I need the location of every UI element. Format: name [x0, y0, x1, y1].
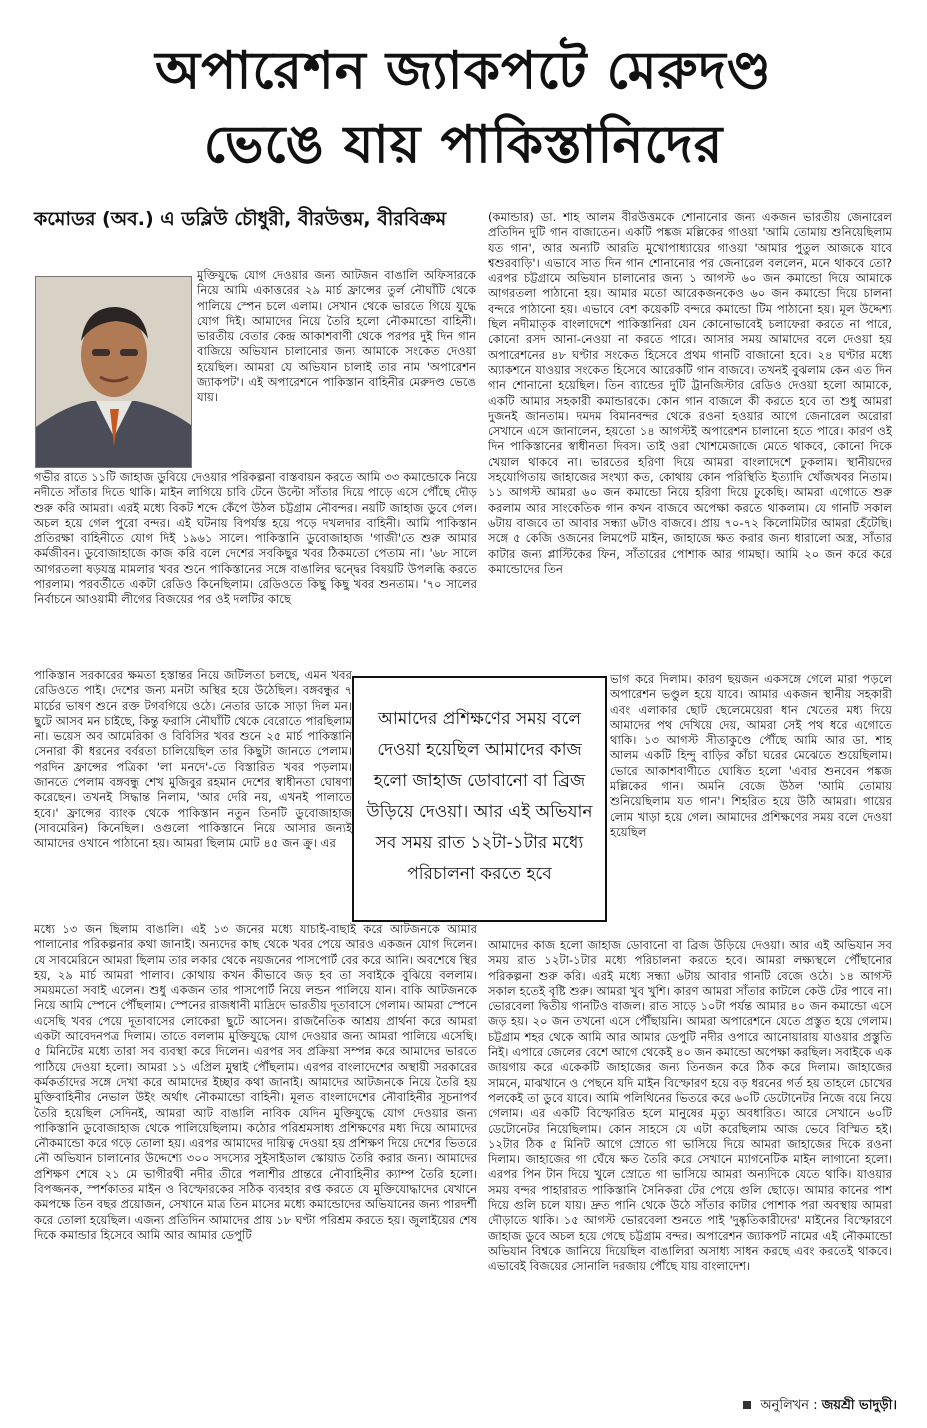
byline: কমোডর (অব.) এ ডব্লিউ চৌধুরী, বীরউত্তম, বীরবিক্রম: [34, 208, 447, 230]
pull-quote: আমাদের প্রশিক্ষণের সময় বলে দেওয়া হয়েছিল আমাদের কাজ হলো জাহাজ ডোবানো বা ব্রিজ উড়িয়ে দেওয়া। আর এই অভিযান সব সময় রাত ১২টা-১টার মধ্যে পরিচালনা করতে হবে: [352, 676, 607, 922]
headline-line-2: ভেঙে যায় পাকিস্তানিদের: [203, 115, 724, 175]
article-column-2-bottom: আমাদের কাজ হলো জাহাজ ডোবানো বা ব্রিজ উড়িয়ে দেওয়া। আর এই অভিযান সব সময় রাত ১২টা-১টার মধ্যে পরিচালনা করতে হবে। আমরা লক্ষ্যস্থলে পৌঁছানোর পরিকল্পনা শুরু করি। এরই মধ্যে সন্ধ্যা ৬টায় আবার গানটি বেজে ওঠে। ১৪ আগস্ট সকাল হতেই বৃষ্টি শুরু। আমরা খুব খুশি। কারণ আমরা সাঁতার কাটলে কেউ টের পাবে না। ভোরবেলা দ্বিতীয় গানটিও বাজল। রাত সাড়ে ১০টা পর্যন্ত আমার ৪০ জন কমান্ডো এসে জড় হয়। ২০ জন তখনো এসে পৌঁছায়নি। আমরা অপারেশনে যেতে প্রস্তুত হয়ে গেলাম। চট্টগ্রাম শহর থেকে আমি আর আমার ডেপুটি নদীর ওপারে আনোয়ারায় যাওয়ার প্রস্তুতি নিই। এপারে জেলের বেশে আগে থেকেই ৪০ জন কমান্ডো অপেক্ষা করছিল। সবাইকে এক জায়গায় করে একেকটি জাহাজের জন্য তিনজন করে ঠিক করে দিলাম। জাহাজের সামনে, মাঝখানে ও পেছনে যদি মাইন বিস্ফোরণ হয়ে বড় ধরনের গর্ত হয় তাহলে চোখের পলকেই তা ডুবে যাবে। আমি পলিথিনের ভিতরে করে ৬০টি ডেটোনেটর নিজে বয়ে নিয়ে গেলাম। এর একটি বিস্ফোরিত হলে মানুষের মৃত্যু অবধারিত। আরে সেখানে ৬০টি ডেটোনেটর নিয়েছিলাম। কোন সাহসে যে এটা করেছিলাম আজ ভেবে বিস্মিত হই। ১২টার ঠিক ৫ মিনিট আগে স্রোতে গা ভাসিয়ে দিয়ে আমরা জাহাজের দিকে রওনা দিলাম। জাহাজের গা ঘেঁষে ক্ষত তৈরি করে সেখানে ম্যাগনেটিক মাইন লাগানো হলো। এরপর পিন টান দিয়ে খুলে স্রোতে গা ভাসিয়ে আমরা অন্যদিকে যেতে থাকি। যাওয়ার সময় বন্দর পাহারারত পাকিস্তানি সৈনিকরা টের পেয়ে গুলি ছোড়ে। আমার কানের পাশ দিয়ে গুলি চলে যায়। দ্রুত পানি থেকে উঠে সাঁতার কাটার পোশাক পরা অবস্থায় আমরা দৌড়াতে থাকি। ১৫ আগস্ট ভোরবেলা শুনতে পাই 'দুষ্কৃতিকারীদের' মাইনের বিস্ফোরণে জাহাজ ডুবে অচল হয়ে গেছে চট্টগ্রাম বন্দর। অপারেশন জ্যাকপট নামের এই নৌকমান্ডো অভিযান বিশ্বকে জানিয়ে দিয়েছিল বাঙালিরা অসাধ্য সাধন করছে এবং করতেই থাকবে। এভাবেই বিজয়ের সোনালি দরজায় পৌঁছে যায় বাংলাদেশ।: [488, 938, 892, 1274]
portrait-image: [36, 277, 191, 467]
article-column-1-side: পাকিস্তান সরকারের ক্ষমতা হস্তান্তর নিয়ে জটিলতা চলছে, এমন খবর রেডিওতে পাই। দেশের জন্য মনটা অস্থির হয়ে উঠেছিল। বঙ্গবন্ধুর ৭ মার্চের ভাষণ শুনে রক্ত টগবগিয়ে ওঠে। নেতার ডাকে সাড়া দিল মন। ছুটে আসব মন চাইছে, কিন্তু ফরাসি নৌঘাঁটি থেকে বেরোতে পারছিলাম না। ভয়েস অব আমেরিকা ও বিবিসির খবর শুনে ২৫ মার্চ পাকিস্তানি সেনারা কী ধরনের বর্বরতা চালিয়েছিল তার কিছুটা জানতে পেলাম। পরদিন ফ্রান্সের পত্রিকা 'লা মনদে'-তে বিস্তারিত খবর পড়লাম। জানতে পেলাম বঙ্গবন্ধু শেখ মুজিবুর রহমান দেশের স্বাধীনতা ঘোষণা করেছেন। তখনই সিদ্ধান্ত নিলাম, 'আর দেরি নয়, এখনই পালাতে হবে।' ফ্রান্সের ব্যাংক থেকে পাকিস্তান নতুন তিনটি ডুবোজাহাজ (সাবমেরিন) কিনেছিল। ওগুলো পাকিস্তানে নিয়ে আসার জন্যই আমাদের ওখানে পাঠানো হয়। আমরা ছিলাম মোট ৪৫ জন ক্রু। এর: [34, 668, 352, 851]
transcription-credit: [743, 1396, 897, 1417]
article-column-1-middle: গভীর রাতে ১১টি জাহাজ ডুবিয়ে দেওয়ার পরিকল্পনা বাস্তবায়ন করতে আমি ৩৩ কমান্ডোকে নিয়ে নদীতে সাঁতার দিতে থাকি। মাইন লাগিয়ে চাবি টেনে উল্টো সাঁতার দিয়ে পাড়ে এসে পৌঁছে দৌড় শুরু করি আমরা। এরই মধ্যে বিকট শব্দে কেঁপে উঠল চট্টগ্রাম নৌবন্দর। নয়টি জাহাজ ডুবে গেল। অচল হয়ে গেল পুরো বন্দর। এই ঘটনায় বিপর্যস্ত হয়ে পড়ে দখলদার বাহিনী। আমি পাকিস্তান প্রতিরক্ষা বাহিনীতে যোগ দিই ১৯৬১ সালে। পাকিস্তানি ডুবোজাহাজ 'গাজী'তে শুরু আমার কর্মজীবন। ডুবোজাহাজে কাজ করি বলে দেশের সবকিছুর খবর ঠিকমতো পেতাম না। '৬৮ সালে আগরতলা ষড়যন্ত্র মামলার খবর শুনে পাকিস্তানের সঙ্গে বাঙালির দ্বন্দ্বের বিষয়টি উপলব্ধি করতে পারলাম। পরবর্তীতে একটা রেডিও কিনেছিলাম। রেডিওতে কিছু কিছু খবর শুনতাম। '৭০ সালের নির্বাচনে আওয়ামী লীগের বিজয়ের পর ওই দলটির কাছে: [34, 470, 477, 607]
headline: [0, 34, 927, 182]
author-photo: [35, 276, 192, 468]
credit-label: অনুলিখন :: [760, 1398, 818, 1413]
article-column-1-bottom: মধ্যে ১৩ জন ছিলাম বাঙালি। এই ১৩ জনের মধ্যে যাচাই-বাছাই করে আটজনকে আমার পালানোর পরিকল্পনার কথা জানাই। অন্যদের কাছ থেকে খবর পেয়ে আরও একজন যোগ দিলেন। যে সাবমেরিনে আমরা ছিলাম তার লকার থেকে নয়জনের পাসপোর্ট বের করে আনি। অবশেষে স্থির হয়, ২৯ মার্চ আমরা পালাব। কোথায় কখন কীভাবে জড় হব তা সবাইকে বুঝিয়ে বললাম। সময়মতো সবাই এলেন। শুধু একজন তার পাসপোর্ট নিয়ে লন্ডন পালিয়ে যান। বাকি আটজনকে নিয়ে আমি স্পেনে পৌঁছলাম। স্পেনের রাজধানী মাদ্রিদে ভারতীয় দূতাবাসে গেলাম। আমরা স্পেনে এসেছি খবর পেয়ে দূতাবাসের লোকেরা ছুটে আসেন। রাজনৈতিক আশ্রয় প্রার্থনা করে আমরা একটা আবেদনপত্র দিলাম। তাতে বললাম মুক্তিযুদ্ধে যোগ দেওয়ার জন্য আমরা পালিয়ে এসেছি। ৫ মিনিটের মধ্যে তারা সব ব্যবস্থা করে দিলেন। এরপর সব প্রক্রিয়া সম্পন্ন করে আমাদের ভারতে পাঠিয়ে দেওয়া হলো। আমরা ১১ এপ্রিল মুম্বাই পৌঁছলাম। এরপর বাংলাদেশের অস্থায়ী সরকারের কর্মকর্তাদের সঙ্গে দেখা করে আমাদের ইচ্ছার কথা জানাই। আমাদের আটজনকে নিয়ে তৈরি হয় মুক্তিবাহিনীর নেভাল উইং অর্থাৎ নৌকমান্ডো বাহিনী। মূলত বাংলাদেশের নৌবাহিনীর সূচনাপর্ব তৈরি হয়েছিল সেদিনই, আমরা আট বাঙালি নাবিক যেদিন মুক্তিযুদ্ধে যোগ দেওয়ার জন্য পাকিস্তানি ডুবোজাহাজ থেকে পালিয়েছিলাম। কঠোর পরিশ্রমসাধ্য প্রশিক্ষণের মধ্য দিয়ে আমাদের নৌকমান্ডো করে গড়ে তোলা হয়। এরপর আমাদের দায়িত্ব দেওয়া হয় প্রশিক্ষণ দিয়ে দেশের ভিতরে নৌ অভিযান চালানোর উদ্দেশ্যে ৩০০ সদস্যের সুইসাইডাল স্কোয়াড তৈরি করার জন্য। আমাদের প্রশিক্ষণ শেষে ২১ মে ভাগীরথী নদীর তীরে পলাশীর প্রান্তরে নৌবাহিনীর ক্যাম্প তৈরি হলো। বিপজ্জনক, স্পর্শকাতর মাইন ও বিস্ফোরকের সঠিক ব্যবহার রপ্ত করতে যে মুক্তিযোদ্ধাদের যেখানে কমপক্ষে তিন বছর প্রয়োজন, সেখানে মাত্র তিন মাসের মধ্যে কমান্ডোদের অভিযানের জন্য পারদর্শী করে তোলা হয়েছিল। এজন্য প্রতিদিন আমাদের প্রায় ১৮ ঘণ্টা পরিশ্রম করতে হয়। জুলাইয়ের শেষ দিকে কমান্ডার হিসেবে আমি আর আমার ডেপুটি: [34, 922, 477, 1242]
square-bullet-icon: [743, 1401, 751, 1409]
article-column-1-top: মুক্তিযুদ্ধে যোগ দেওয়ার জন্য আটজন বাঙালি অফিসারকে নিয়ে আমি একাত্তরের ২৯ মার্চ ফ্রান্সের তুর্ল নৌঘাঁটি থেকে পালিয়ে স্পেন চলে এলাম। সেখান থেকে ভারতে গিয়ে যুদ্ধে যোগ দিই। আমাদের নিয়ে তৈরি হলো নৌকমান্ডো বাহিনী। ভারতীয় বেতার কেন্দ্র আকাশবাণী থেকে পরপর দুই দিন গান বাজিয়ে অভিযান চালানোর জন্য আমাকে সংকেত দেওয়া হয়েছিল। আমরা যে অভিযান চালাই তার নাম 'অপারেশন জ্যাকপট'। এই অপারেশনে পাকিস্তান বাহিনীর মেরুদণ্ড ভেঙে যায়।: [197, 268, 476, 405]
article-column-2-top: (কমান্ডার) ডা. শাহ আলম বীরউত্তমকে শোনানোর জন্য একজন ভারতীয় জেনারেল প্রতিদিন দুটি গান বাজাতেন। একটি পঙ্কজ মল্লিকের গাওয়া 'আমি তোমায় শুনিয়েছিলাম যত গান', আর অন্যটি আরতি মুখোপাধ্যায়ের গাওয়া 'আমার পুতুল আজকে যাবে শ্বশুরবাড়ি'। এভাবে সাত দিন গান শোনানোর পর জেনারেল বললেন, মনে থাকবে তো? এরপর চট্টগ্রামে অভিযান চালানোর জন্য ১ আগস্ট ৬০ জন কমান্ডো দিয়ে আমাকে আগরতলা পাঠানো হয়। আমার মতো আরেকজনকেও ৬০ জন কমান্ডো দিয়ে চালনা বন্দরে পাঠানো হয়। এভাবে বেশ কয়েকটি বন্দরে কমান্ডো টিম পাঠানো হয়। মূল উদ্দেশ্য ছিল নদীমাতৃক বাংলাদেশে পাকিস্তানিরা যেন কোনোভাবেই চলাফেরা করতে না পারে, কোনো রসদ আনা-নেওয়া না করতে পারে। আসার সময় আমাদের বলে দেওয়া হয় অপারেশনের ৪৮ ঘণ্টার সংকেত হিসেবে প্রথম গানটি বাজানো হবে। ২৪ ঘণ্টার মধ্যে অ্যাকশনে যাওয়ার সংকেত হিসেবে আরেকটি গান বাজবে। তখনই বুঝলাম কেন এত দিন গান শোনানো হয়েছিল। তিন ব্যান্ডের দুটি ট্রানজিস্টার রেডিও দেওয়া হলো আমাকে, একটি আমার সহকারী কমান্ডারকে। কোন গান বাজলে কী করতে হবে তা শুধু আমরা দুজনই জানতাম। দমদম বিমানবন্দর থেকে রওনা হওয়ার আগে জেনারেল অরোরা সেখানে এসে জানালেন, হয়তো ১৪ আগস্টই অপারেশন চালানো হতে পারে। কারণ ওই দিন পাকিস্তানের স্বাধীনতা দিবস। তাই ওরা খোশমেজাজে মেতে থাকবে, কোনো দিকে খেয়াল থাকবে না। ভারতের হরিণা দিয়ে আমরা বাংলাদেশে ঢুকলাম। স্থানীয়দের সহযোগিতায় জাহাজের সংখ্যা কত, কোথায় কোন পরিস্থিতি ইত্যাদি খোঁজখবর নিতাম। ১১ আগস্ট আমরা ৬০ জন কমান্ডো নিয়ে হরিণা দিয়ে ঢুকেছি। আমরা এগোতে শুরু করলাম আর সাংকেতিক গান কখন বাজবে অপেক্ষা করতে থাকলাম। যে গানটি সকাল ৬টায় বাজবে তা আবার সন্ধ্যা ৬টাও বাজবে। প্রায় ৭০-৭২ কিলোমিটার আমরা হেঁটেছি। সঙ্গে ৫ কেজি ওজনের লিমপেট মাইন, জাহাজে ক্ষত করার জন্য ধারালো অস্ত্র, সাঁতার কাটার জন্য প্লাস্টিকের ফিন, সাঁতারের পোশাক আর গামছা। আমি ২০ জন করে করে কমান্ডোদের তিন: [488, 210, 892, 576]
credit-name: জয়শ্রী ভাদুড়ী।: [821, 1398, 897, 1413]
headline-line-1: অপারেশন জ্যাকপটে মেরুদণ্ড: [155, 41, 772, 101]
article-column-2-side: ভাগ করে দিলাম। কারণ ছয়জন একসঙ্গে গেলে মারা পড়লে অপারেশন ভণ্ডুল হয়ে যাবে। আমার একজন স্থানীয় সহকারী এবং এলাকার ছোট ছেলেমেয়েরা ধান খেতের মধ্য দিয়ে আমাদের পথ দেখিয়ে দেয়, আমরা সেই পথ ধরে এগোতে থাকি। ১৩ আগস্ট সীতাকুণ্ডে পৌঁছে আমি আর ডা. শাহ আলম একটি হিন্দু বাড়ির কাঁচা ঘরের মেঝেতে শুয়েছিলাম। ভোরে আকাশবাণীতে ঘোষিত হলো 'এবার শুনবেন পঙ্কজ মল্লিকের গান। অমনি বেজে উঠল 'আমি তোমায় শুনিয়েছিলাম যত গান'। শিহরিত হয়ে উঠি আমরা। গায়ের লোম খাড়া হয়ে গেল। আমাদের প্রশিক্ষণের সময় বলে দেওয়া হয়েছিল: [610, 672, 892, 839]
